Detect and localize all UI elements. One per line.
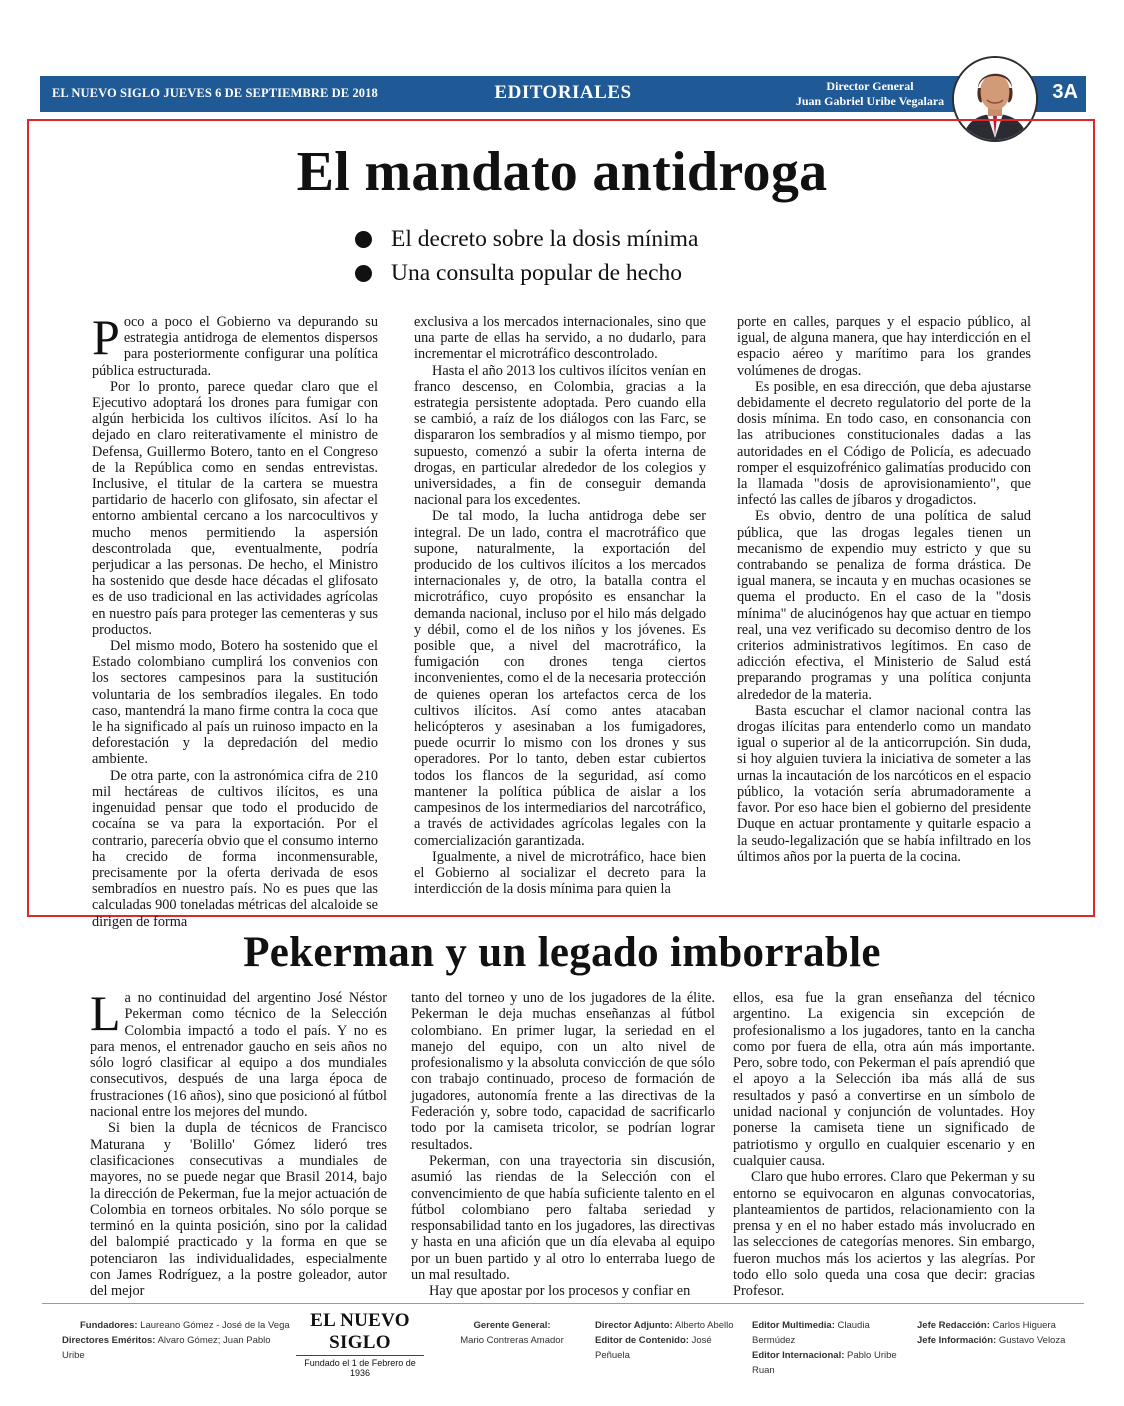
paragraph: Pekerman, con una trayectoria sin discusión, asumió las riendas de la Selección con el convencimiento de que había suficiente talento en el fútbol colombiano pero faltaba seriedad y responsabilidad tanto en los jugadores, las directivas y hasta en una afición que un día elevaba al equipo por un buen partido y al otro lo enterraba luego de un mal resultado. <box>411 1152 715 1284</box>
editorial-column-2 <box>414 314 706 897</box>
editorial-title-2: Pekerman y un legado imborrable <box>243 929 881 976</box>
footer-editors-3: Jefe Redacción: Carlos Higuera Jefe Información: Gustavo Veloza <box>917 1320 1066 1346</box>
dateline: EL NUEVO SIGLO JUEVES 6 DE SEPTIEMBRE DE 2018 <box>52 86 378 100</box>
footer-manager: Gerente General: Mario Contreras Amador <box>460 1320 564 1346</box>
editorial2-column-1 <box>90 985 387 1300</box>
page-number: 3A <box>1052 81 1078 103</box>
page-header-bar <box>40 76 1086 112</box>
logo-name: EL NUEVO SIGLO <box>296 1310 424 1356</box>
paragraph: Poco a poco el Gobierno va depurando su estrategia antidroga de elementos dispersos para posteriormente configurar una política pública estructurada. <box>92 309 378 379</box>
summary-item <box>355 222 698 256</box>
paragraph: Por lo pronto, parece quedar claro que el Ejecutivo adoptará los drones para fumigar con algún herbicida los cultivos ilícitos. Así lo ha dejado en claro reiterativamente el ministro de Defensa, Guillermo Botero, tanto en el Congreso de la República como en sendas entrevistas. Inclusive, el titular de la cartera se muestra partidario de hacerlo con glifosato, sin afectar el entorno ambiental cercano a los narcocultivos y mucho menos permitiendo la aspersión descontrolada que, eventualmente, podría perjudicar a las personas. De hecho, el Ministro ha sostenido que desde hace décadas el glifosato es de uso tradicional en las actividades agrícolas en nuestro país para proteger las cementeras y sus productos. <box>92 378 378 638</box>
paragraph: La no continuidad del argentino José Néstor Pekerman como técnico de la Selección Colombia impactó a todo el país. Y no es para menos, el entrenador gaucho en seis años no sólo logró clasificar al equipo a dos mundiales consecutivos, después de una larga época de frustraciones (16 años), sino que posicionó al fútbol nacional entre los mejores del mundo. <box>90 985 387 1121</box>
footer-editors-2: Editor Multimedia: Claudia Bermúdez Editor Internacional: Pablo Uribe Ruan <box>752 1320 897 1376</box>
paragraph: De otra parte, con la astronómica cifra de 210 mil hectáreas de cultivos ilícitos, es una ingenuidad pensar que todo el producido de cocaína se va para la exportación. Por el contrario, parecería obvio que el consumo interno ha crecido de forma inconmensurable, precisamente por la oferta derivada de esos sembradíos en nuestro país. No es pues que las calculadas 900 toneladas métricas del alcaloide se dirigen de forma <box>92 767 378 930</box>
paragraph: Si bien la dupla de técnicos de Francisco Maturana y 'Bolillo' Gómez lideró tres clasificaciones consecutivas a mundiales de mayores, no se puede negar que Brasil 2014, bajo la dirección de Pekerman, fue la mejor actuación de Colombia en torneos orbitales. No sólo porque se terminó en la quinta posición, sino por la calidad del balompié practicado y la forma en que se potenciaron las individualidades, especialmente con James Rodríguez, a la postre goleador, autor del mejor <box>90 1120 387 1300</box>
summary-text: Una consulta popular de hecho <box>391 260 683 286</box>
paragraph: Hasta el año 2013 los cultivos ilícitos venían en franco descenso, en Colombia, gracias a la estrategia persistente adoptada. Pero cuando ella se cambió, a raíz de los diálogos con las Farc, se dispararon los sembradíos y al mismo tiempo, por supuesto, comenzó a subir la oferta interna de drogas, en particular alrededor de los colegios y universidades, a fin de conseguir demanda nacional para los excedentes. <box>414 362 706 509</box>
editorial-title: El mandato antidroga <box>296 141 828 203</box>
director-role: Director General <box>826 79 914 93</box>
bullet-icon <box>355 265 372 282</box>
logo-founded: Fundado el 1 de Febrero de 1936 <box>304 1358 416 1378</box>
paragraph: Basta escuchar el clamor nacional contra las drogas ilícitas para entenderlo como un mandato igual o superior al de la anticorrupción. Sin duda, si hoy alguien tuviera la iniciativa de someter a las urnas la incautación de los narcóticos en el espacio público, la votación sería abrumadoramente a favor. Por eso hace bien el gobierno del presidente Duque en actuar prontamente y quitarle espacio a la seudo-legalización que se había infiltrado en los últimos años por la puerta de la cocina. <box>737 702 1031 865</box>
paragraph: De tal modo, la lucha antidroga debe ser integral. De un lado, contra el macrotráfico que supone, naturalmente, la exportación del producido de los cultivos ilícitos a los mercados internacionales y, de otro, la batalla contra el microtráfico, cuyo propósito es ensanchar la demanda nacional, incluso por el hilo más delgado y débil, como el de los niños y los jóvenes. Es posible que, a nivel del macrotráfico, la fumigación con drones tenga ciertos inconvenientes, como el de la necesaria protección de quienes operan los artefactos cerca de los cultivos ilícitos. Así como antes atacaban helicópteros y asesinaban a los fumigadores, puede ocurrir lo mismo con los drones y sus operadores. Por lo tanto, deben estar cubiertos todos los flancos de la seguridad, así como mantener la política pública de aislar a los campesinos de los intermediarios del narcotráfico, a través de actividades agrícolas legales con la comercialización garantizada. <box>414 508 706 849</box>
paragraph: exclusiva a los mercados internacionales, sino que una parte de ellas ha servido, a no dudarlo, para incrementar el microtráfico descontrolado. <box>414 314 706 363</box>
editorial-column-3 <box>737 314 1031 865</box>
section-title: EDITORIALES <box>494 82 632 103</box>
footer-editors-1: Director Adjunto: Alberto Abello Editor de Contenido: José Peñuela <box>595 1320 734 1361</box>
summary-text: El decreto sobre la dosis mínima <box>391 226 699 252</box>
editorial-column-1 <box>92 309 378 930</box>
paragraph: Igualmente, a nivel de microtráfico, hace bien el Gobierno al socializar el decreto para la interdicción de la dosis mínima para quien la <box>414 848 706 898</box>
summary-item <box>355 256 698 290</box>
editorial2-column-2 <box>411 990 715 1300</box>
paragraph: Es posible, en esa dirección, que deba ajustarse debidamente el decreto regulatorio del porte de la dosis mínima. En todo caso, en consonancia con las atribuciones constitucionales dadas a las autoridades en el Código de Policía, es adecuado romper el esquizofrénico galimatías producido con la llamada "dosis de aprovisionamiento", que infectó las calles de jíbaros y drogadictos. <box>737 378 1031 509</box>
footer-founders: Fundadores: Laureano Gómez - José de la Vega Directores Eméritos: Alvaro Gómez; Juan Pablo Uribe <box>62 1320 290 1361</box>
drop-cap: P <box>92 309 120 365</box>
paragraph: ellos, esa fue la gran enseñanza del técnico argentino. La exigencia sin excepción de profesionalismo a los jugadores, tanto en la cancha como por fuera de ella, otra aún más importante. Pero, sobre todo, con Pekerman el país aprendió que el apoyo a la Selección iba más allá de sus resultados y pasó a convertirse en un símbolo de unidad nacional y conjunción de voluntades. Hoy ponerse la camiseta tiene un significado de patriotismo y orgullo en cualquier escenario y en cualquier causa. <box>733 990 1035 1169</box>
drop-cap: L <box>90 985 121 1041</box>
paragraph: porte en calles, parques y el espacio público, al igual, de alguna manera, que hay interdicción en el espacio aéreo y marítimo para los grandes volúmenes de drogas. <box>737 314 1031 379</box>
footer-logo <box>296 1310 424 1378</box>
paragraph: Es obvio, dentro de una política de salud pública, que las drogas legales tienen un mecanismo de expendio muy estricto y que su contrabando se penaliza de forma drástica. De igual manera, se incauta y en muchas ocasiones se quema el producto. En el caso de la "dosis mínima" de alucinógenos hay que actuar en tiempo real, una vez verificado su decomiso dentro de los criterios administrativos legítimos. En caso de adicción efectiva, el Ministerio de Salud está preparando programas y una política conjunta alrededor de la materia. <box>737 508 1031 703</box>
paragraph: Del mismo modo, Botero ha sostenido que el Estado colombiano cumplirá los convenios con los sectores campesinos para la sustitución voluntaria de los sembradíos ilegales. En todo caso, mantendrá la mano firme contra la coca que le ha significado al país un ruinoso impacto en la deforestación y la depredación del medio ambiente. <box>92 638 378 768</box>
bullet-icon <box>355 231 372 248</box>
paragraph: Hay que apostar por los procesos y confiar en <box>429 1283 691 1300</box>
director-credit <box>770 79 970 109</box>
editorial-summary <box>355 222 698 290</box>
director-name: Juan Gabriel Uribe Vegalara <box>795 94 945 108</box>
editorial2-column-3 <box>733 990 1035 1300</box>
paragraph: tanto del torneo y uno de los jugadores de la élite. Pekerman le deja muchas enseñanzas al fútbol colombiano. En primer lugar, la seriedad en el manejo del equipo, con un alto nivel de profesionalismo y la absoluta convicción de que sólo con trabajo continuado, proceso de formación de jugadores, autonomía frente a las directivas de la Federación y, sobre todo, capacidad de sacrificarlo todo por la camiseta tricolor, se podrían lograr resultados. <box>411 990 715 1153</box>
paragraph: Claro que hubo errores. Claro que Pekerman y su entorno se equivocaron en algunas convocatorias, planteamientos de partidos, relacionamiento con la prensa y en el no haber estado más involucrado en las selecciones de categorías menores. Sin embargo, fueron muchos más los aciertos y las alegrías. Por todo ello solo queda una cosa que decir: gracias Profesor. <box>733 1169 1035 1300</box>
footer-divider <box>42 1303 1084 1304</box>
